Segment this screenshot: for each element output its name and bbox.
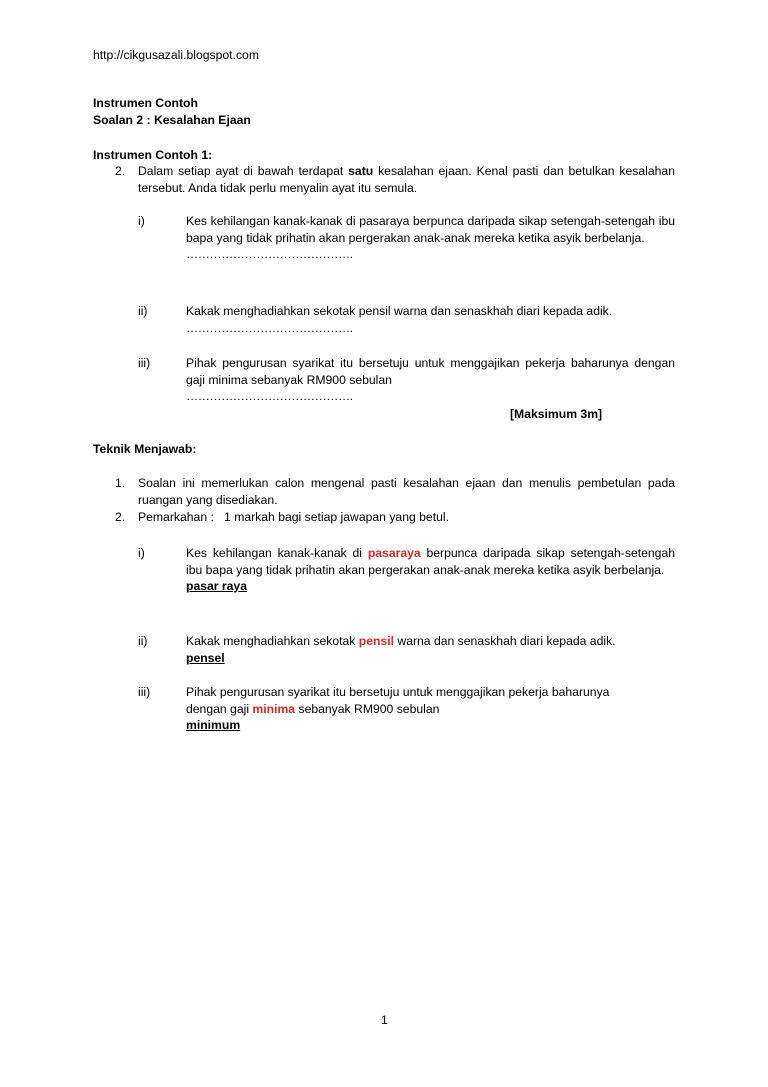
answer-sentence: Kes kehilangan kanak-kanak di pasaraya berpunca daripada sikap setengah-setengah ibu bapa yang tidak prihatin akan pergerakan anak-anak mereka ketika asyik berbelanja. xyxy=(186,546,675,577)
question-item xyxy=(138,213,675,263)
correction: minimum xyxy=(186,718,241,732)
item-label: i) xyxy=(138,214,145,228)
point-text: Pemarkahan : 1 markah bagi setiap jawapan yang betul. xyxy=(138,510,449,524)
item-text: Pihak pengurusan syarikat itu bersetuju untuk menggajikan pekerja baharunya dengan gaji minima sebanyak RM900 sebulan xyxy=(186,356,675,387)
spelling-error: pasaraya xyxy=(367,546,421,560)
answer-item xyxy=(138,684,675,734)
item-label: iii) xyxy=(138,356,151,370)
answer-item xyxy=(138,545,675,595)
answer-sentence: Kakak menghadiahkan sekotak pensil warna dan senaskhah diari kepada adik. xyxy=(186,634,616,648)
item-text: Kes kehilangan kanak-kanak di pasaraya berpunca daripada sikap setengah-setengah ibu bapa yang tidak prihatin akan pergerakan anak-anak mereka ketika asyik berbelanja. xyxy=(186,214,675,245)
spelling-error: minima xyxy=(252,701,296,716)
question-item xyxy=(138,303,675,336)
item-label: i) xyxy=(138,546,145,560)
item-text: Kakak menghadiahkan sekotak pensil warna dan senaskhah diari kepada adik. xyxy=(186,304,613,318)
max-marks: [Maksimum 3m] xyxy=(510,407,603,421)
point-number: 2. xyxy=(115,510,126,524)
correction: pasar raya xyxy=(186,579,247,593)
item-label: ii) xyxy=(138,304,148,318)
instruction-number: 2. xyxy=(115,164,126,178)
header-url: http://cikgusazali.blogspot.com xyxy=(93,48,259,62)
item-label: iii) xyxy=(138,685,151,699)
answer-line: ……………………………………. xyxy=(186,389,353,403)
answer-item xyxy=(138,633,675,666)
correction: pensel xyxy=(186,650,225,665)
point-text: Soalan ini memerlukan calon mengenal pasti kesalahan ejaan dan menulis pembetulan pada ruangan yang disediakan. xyxy=(138,476,675,507)
question-item xyxy=(138,355,675,405)
technique-point xyxy=(93,509,675,526)
technique-point xyxy=(93,475,675,508)
instruction-block xyxy=(93,163,675,196)
item-label: ii) xyxy=(138,634,148,648)
section2-heading: Teknik Menjawab: xyxy=(93,442,197,456)
spelling-error: pensil xyxy=(358,634,394,648)
document-subtitle: Soalan 2 : Kesalahan Ejaan xyxy=(93,113,251,127)
document-title: Instrumen Contoh xyxy=(93,96,198,110)
page-number: 1 xyxy=(381,1013,388,1027)
point-number: 1. xyxy=(115,476,126,490)
answer-line: ……………………………………. xyxy=(186,247,353,261)
section1-heading: Instrumen Contoh 1: xyxy=(93,148,213,162)
instruction-bold-word: satu xyxy=(348,164,374,178)
answer-line: ……………………………………. xyxy=(186,320,353,335)
answer-sentence: Pihak pengurusan syarikat itu bersetuju untuk menggajikan pekerja baharunya dengan gaji minima sebanyak RM900 sebulan xyxy=(186,685,610,716)
instruction-text: Dalam setiap ayat di bawah terdapat satu kesalahan ejaan. Kenal pasti dan betulkan kesalahan tersebut. Anda tidak perlu menyalin ayat itu semula. xyxy=(138,164,675,195)
